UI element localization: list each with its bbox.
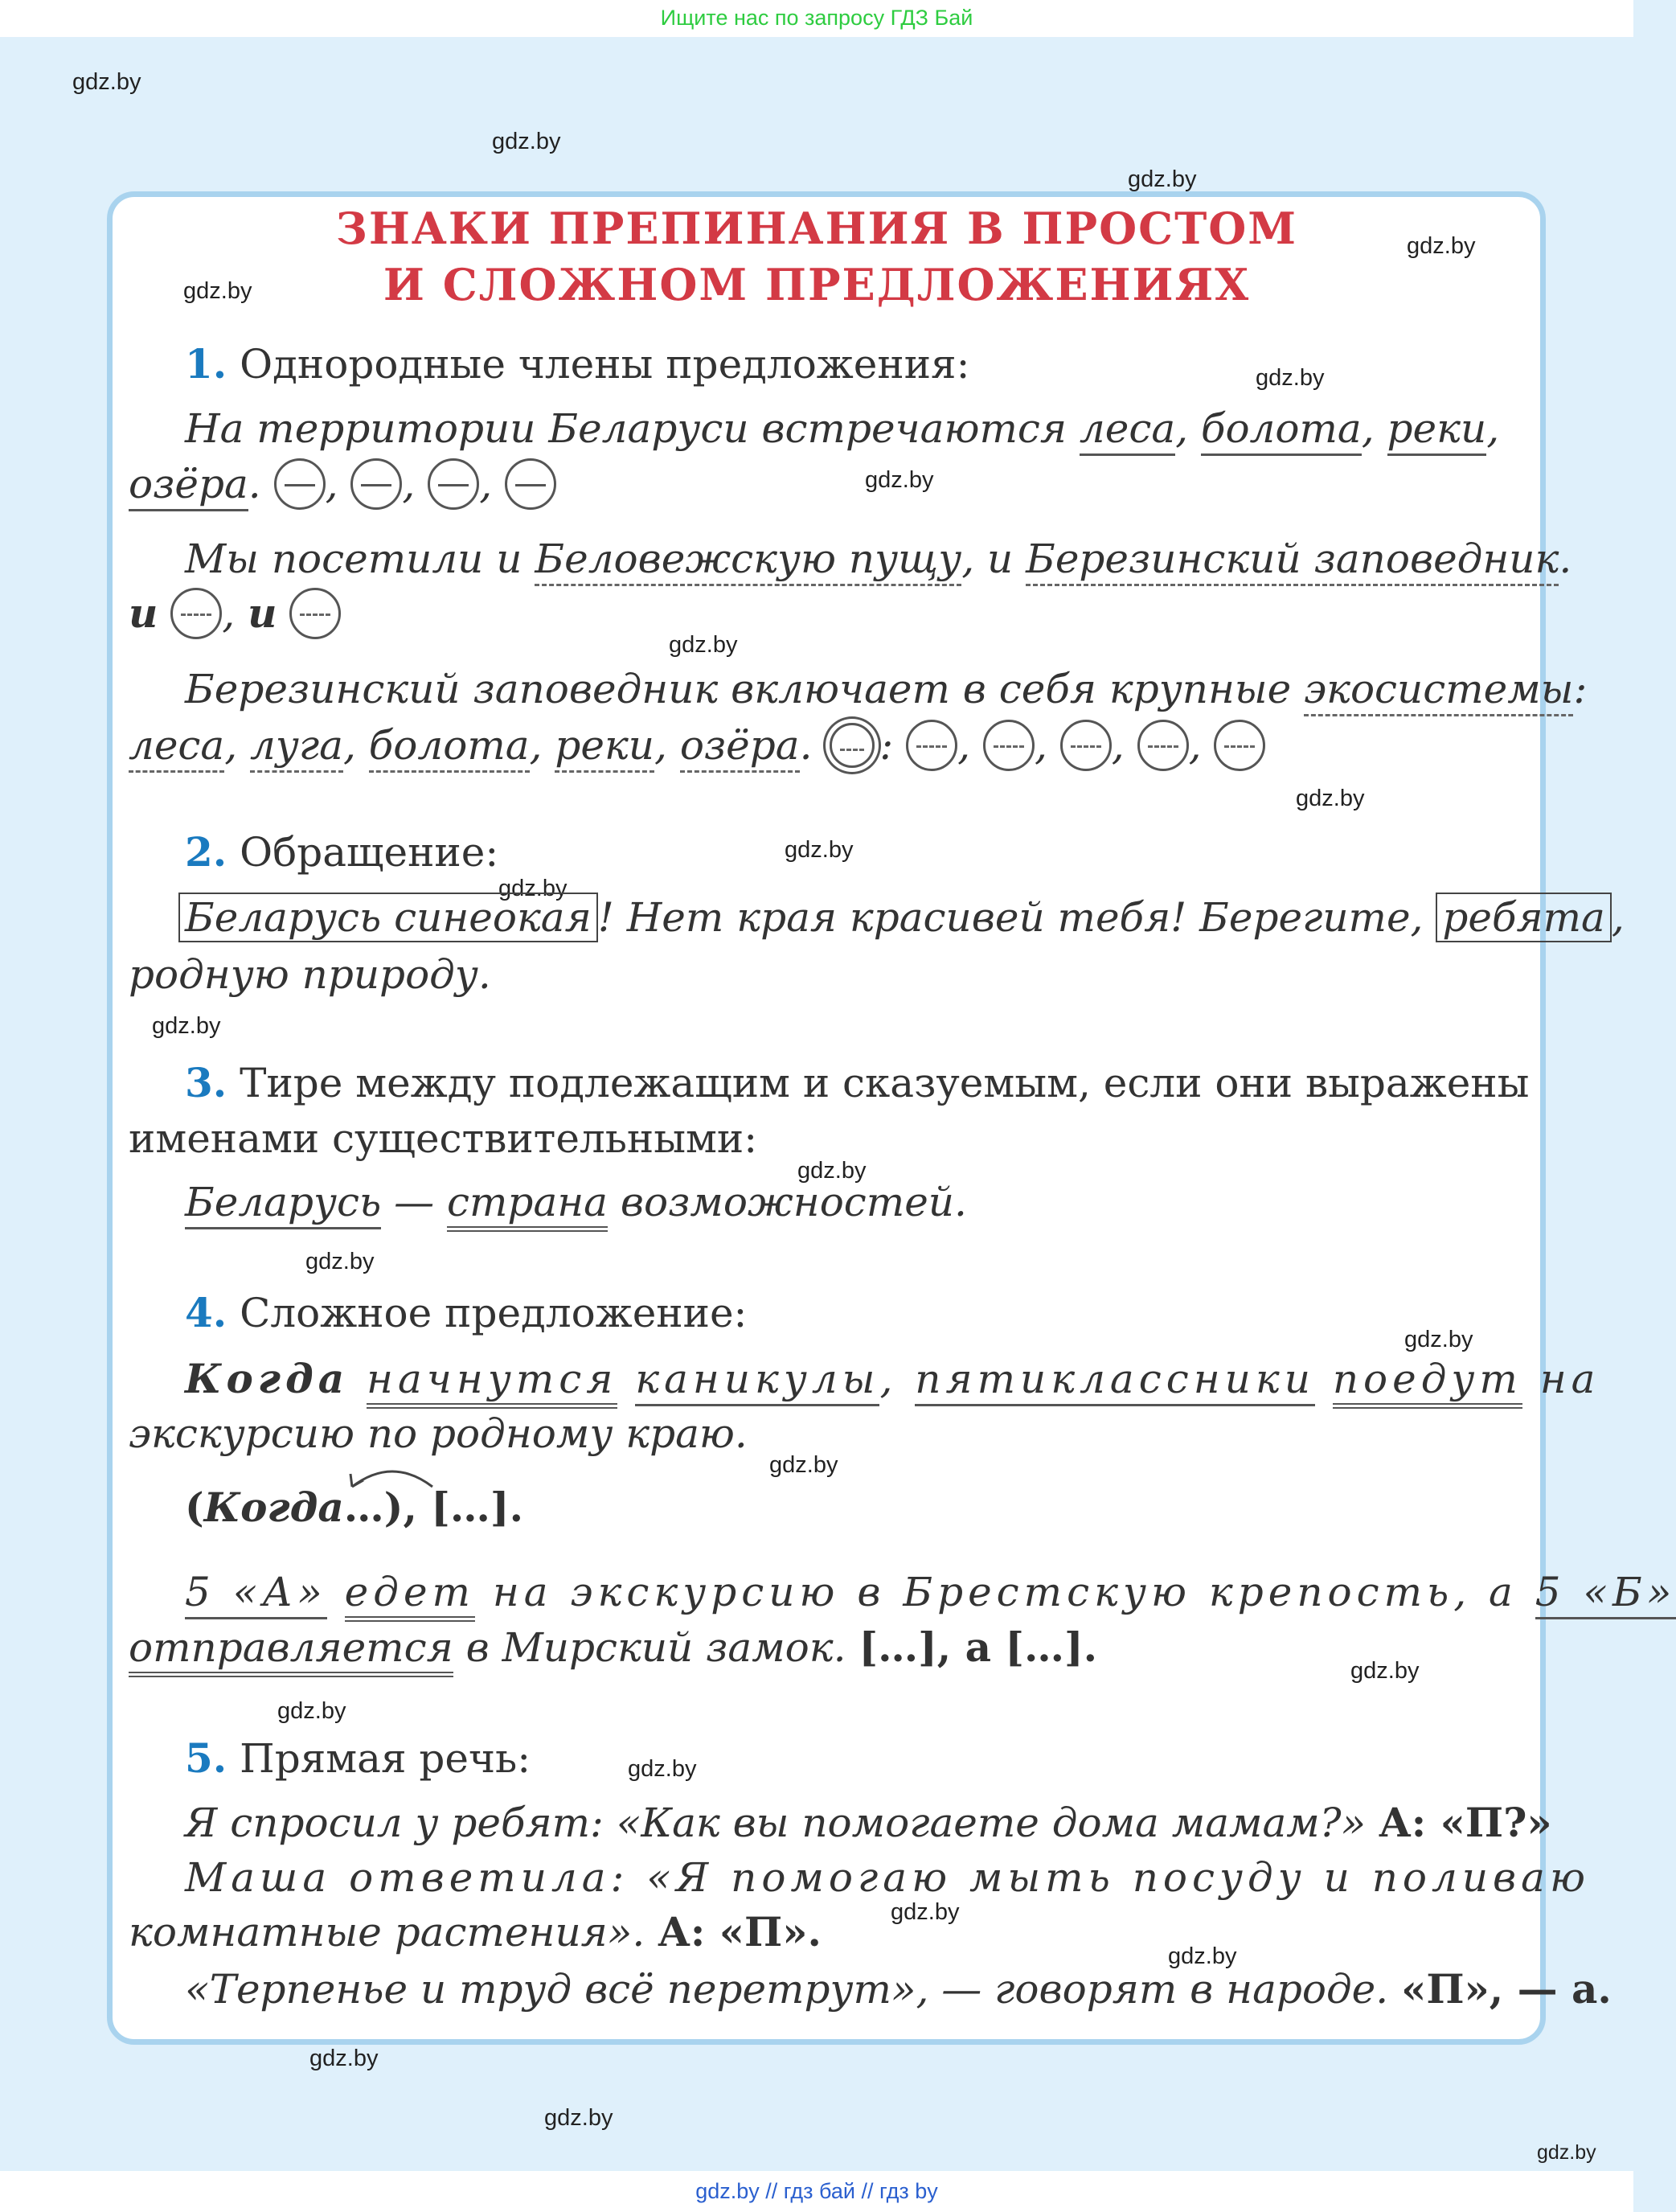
- scheme-circle: [505, 458, 556, 510]
- s5-line3: комнатные растения». А: «П».: [129, 1908, 822, 1956]
- s4-scheme1: (Когда …), […].: [185, 1484, 523, 1532]
- watermark: gdz.by: [1537, 2141, 1596, 2164]
- watermark: gdz.by: [797, 1158, 867, 1184]
- section-1-heading: 1. Однородные члены предложения:: [185, 340, 970, 388]
- watermark: gdz.by: [1256, 365, 1325, 391]
- watermark: gdz.by: [785, 837, 854, 863]
- watermark: gdz.by: [1350, 1658, 1420, 1684]
- s1-example3-line1: Березинский заповедник включает в себя крупные экосистемы:: [185, 665, 1587, 713]
- s4-example1-line1: Когда начнутся каникулы, пятиклассники поедут на: [185, 1355, 1600, 1403]
- s1-example2-scheme: и , и: [129, 589, 341, 642]
- watermark: gdz.by: [498, 876, 568, 901]
- scheme-circle: [350, 458, 402, 510]
- s4-example2-line2: отправляется в Мирский замок. […], а […].: [129, 1623, 1097, 1672]
- watermark: gdz.by: [277, 1698, 346, 1724]
- bottom-banner[interactable]: gdz.by // гдз бай // гдз by: [0, 2171, 1633, 2212]
- page-title-line1: ЗНАКИ ПРЕПИНАНИЯ В ПРОСТОМ: [335, 203, 1298, 254]
- scheme-circle-dashed: [1214, 720, 1265, 771]
- watermark: gdz.by: [152, 1013, 221, 1039]
- scheme-circle-dashed: [983, 720, 1035, 771]
- watermark: gdz.by: [305, 1249, 375, 1274]
- top-banner[interactable]: Ищите нас по запросу ГДЗ Бай: [0, 0, 1633, 37]
- scheme-circle-dashed: [289, 588, 341, 639]
- scheme-circle: [428, 458, 479, 510]
- s2-example-line2: родную природу.: [129, 951, 491, 998]
- watermark: gdz.by: [1296, 786, 1365, 811]
- scheme-circle-dashed: [1137, 720, 1189, 771]
- scheme-circle-dashed: [906, 720, 957, 771]
- s5-line4: «Терпенье и труд всё перетрут», — говорят в народе. «П», — а.: [185, 1965, 1612, 2013]
- section-5-heading: 5. Прямая речь:: [185, 1734, 531, 1782]
- watermark: gdz.by: [544, 2105, 613, 2131]
- watermark: gdz.by: [72, 69, 141, 95]
- watermark: gdz.by: [309, 2046, 379, 2071]
- scheme-circle-generalizing: [830, 723, 875, 768]
- watermark: gdz.by: [1168, 1943, 1237, 1969]
- page-title-line2: И СЛОЖНОМ ПРЕДЛОЖЕНИЯХ: [383, 259, 1251, 310]
- watermark: gdz.by: [628, 1756, 697, 1782]
- watermark: gdz.by: [891, 1899, 960, 1925]
- section-3-heading-line1: 3. Тире между подлежащим и сказуемым, если они выражены: [185, 1059, 1530, 1106]
- arc-arrow-icon: [344, 1459, 449, 1492]
- section-2-heading: 2. Обращение:: [185, 828, 499, 876]
- section-3-heading-line2: именами существительными:: [129, 1115, 758, 1162]
- s5-line2: Маша ответила: «Я помогаю мыть посуду и поливаю: [185, 1854, 1590, 1901]
- address-box: ребята: [1436, 893, 1611, 942]
- scheme-circle: [274, 458, 326, 510]
- s3-example: Беларусь — страна возможностей.: [185, 1178, 967, 1226]
- s1-example2-line1: Мы посетили и Беловежскую пущу, и Березинский заповедник.: [185, 535, 1572, 583]
- s4-example2-line1: 5 «А» едет на экскурсию в Брестскую крепость, а 5 «Б»: [185, 1568, 1676, 1616]
- watermark: gdz.by: [769, 1452, 838, 1478]
- s1-example3-line2: леса, луга, болота, реки, озёра. : , , , ,: [129, 721, 1265, 774]
- s5-line1: Я спросил у ребят: «Как вы помогаете дома мамам?» А: «П?»: [185, 1799, 1552, 1846]
- s2-example-line1: Беларусь синеокая ! Нет края красивей тебя! Берегите, ребята ,: [178, 893, 1625, 942]
- s4-example1-line2: экскурсию по родному краю.: [129, 1410, 748, 1457]
- address-box: Беларусь синеокая: [178, 893, 598, 942]
- watermark: gdz.by: [1128, 166, 1197, 192]
- section-4-heading: 4. Сложное предложение:: [185, 1289, 748, 1336]
- s1-example1-line1: На территории Беларуси встречаются леса, болота, реки,: [185, 404, 1499, 453]
- watermark: gdz.by: [1404, 1327, 1473, 1352]
- watermark: gdz.by: [1407, 233, 1476, 259]
- s1-example1-line2: озёра. , , ,: [129, 460, 556, 513]
- watermark: gdz.by: [492, 129, 561, 154]
- scheme-circle-dashed: [1060, 720, 1112, 771]
- scheme-circle-dashed: [170, 588, 222, 639]
- watermark: gdz.by: [669, 632, 738, 658]
- watermark: gdz.by: [183, 278, 252, 304]
- watermark: gdz.by: [865, 467, 934, 493]
